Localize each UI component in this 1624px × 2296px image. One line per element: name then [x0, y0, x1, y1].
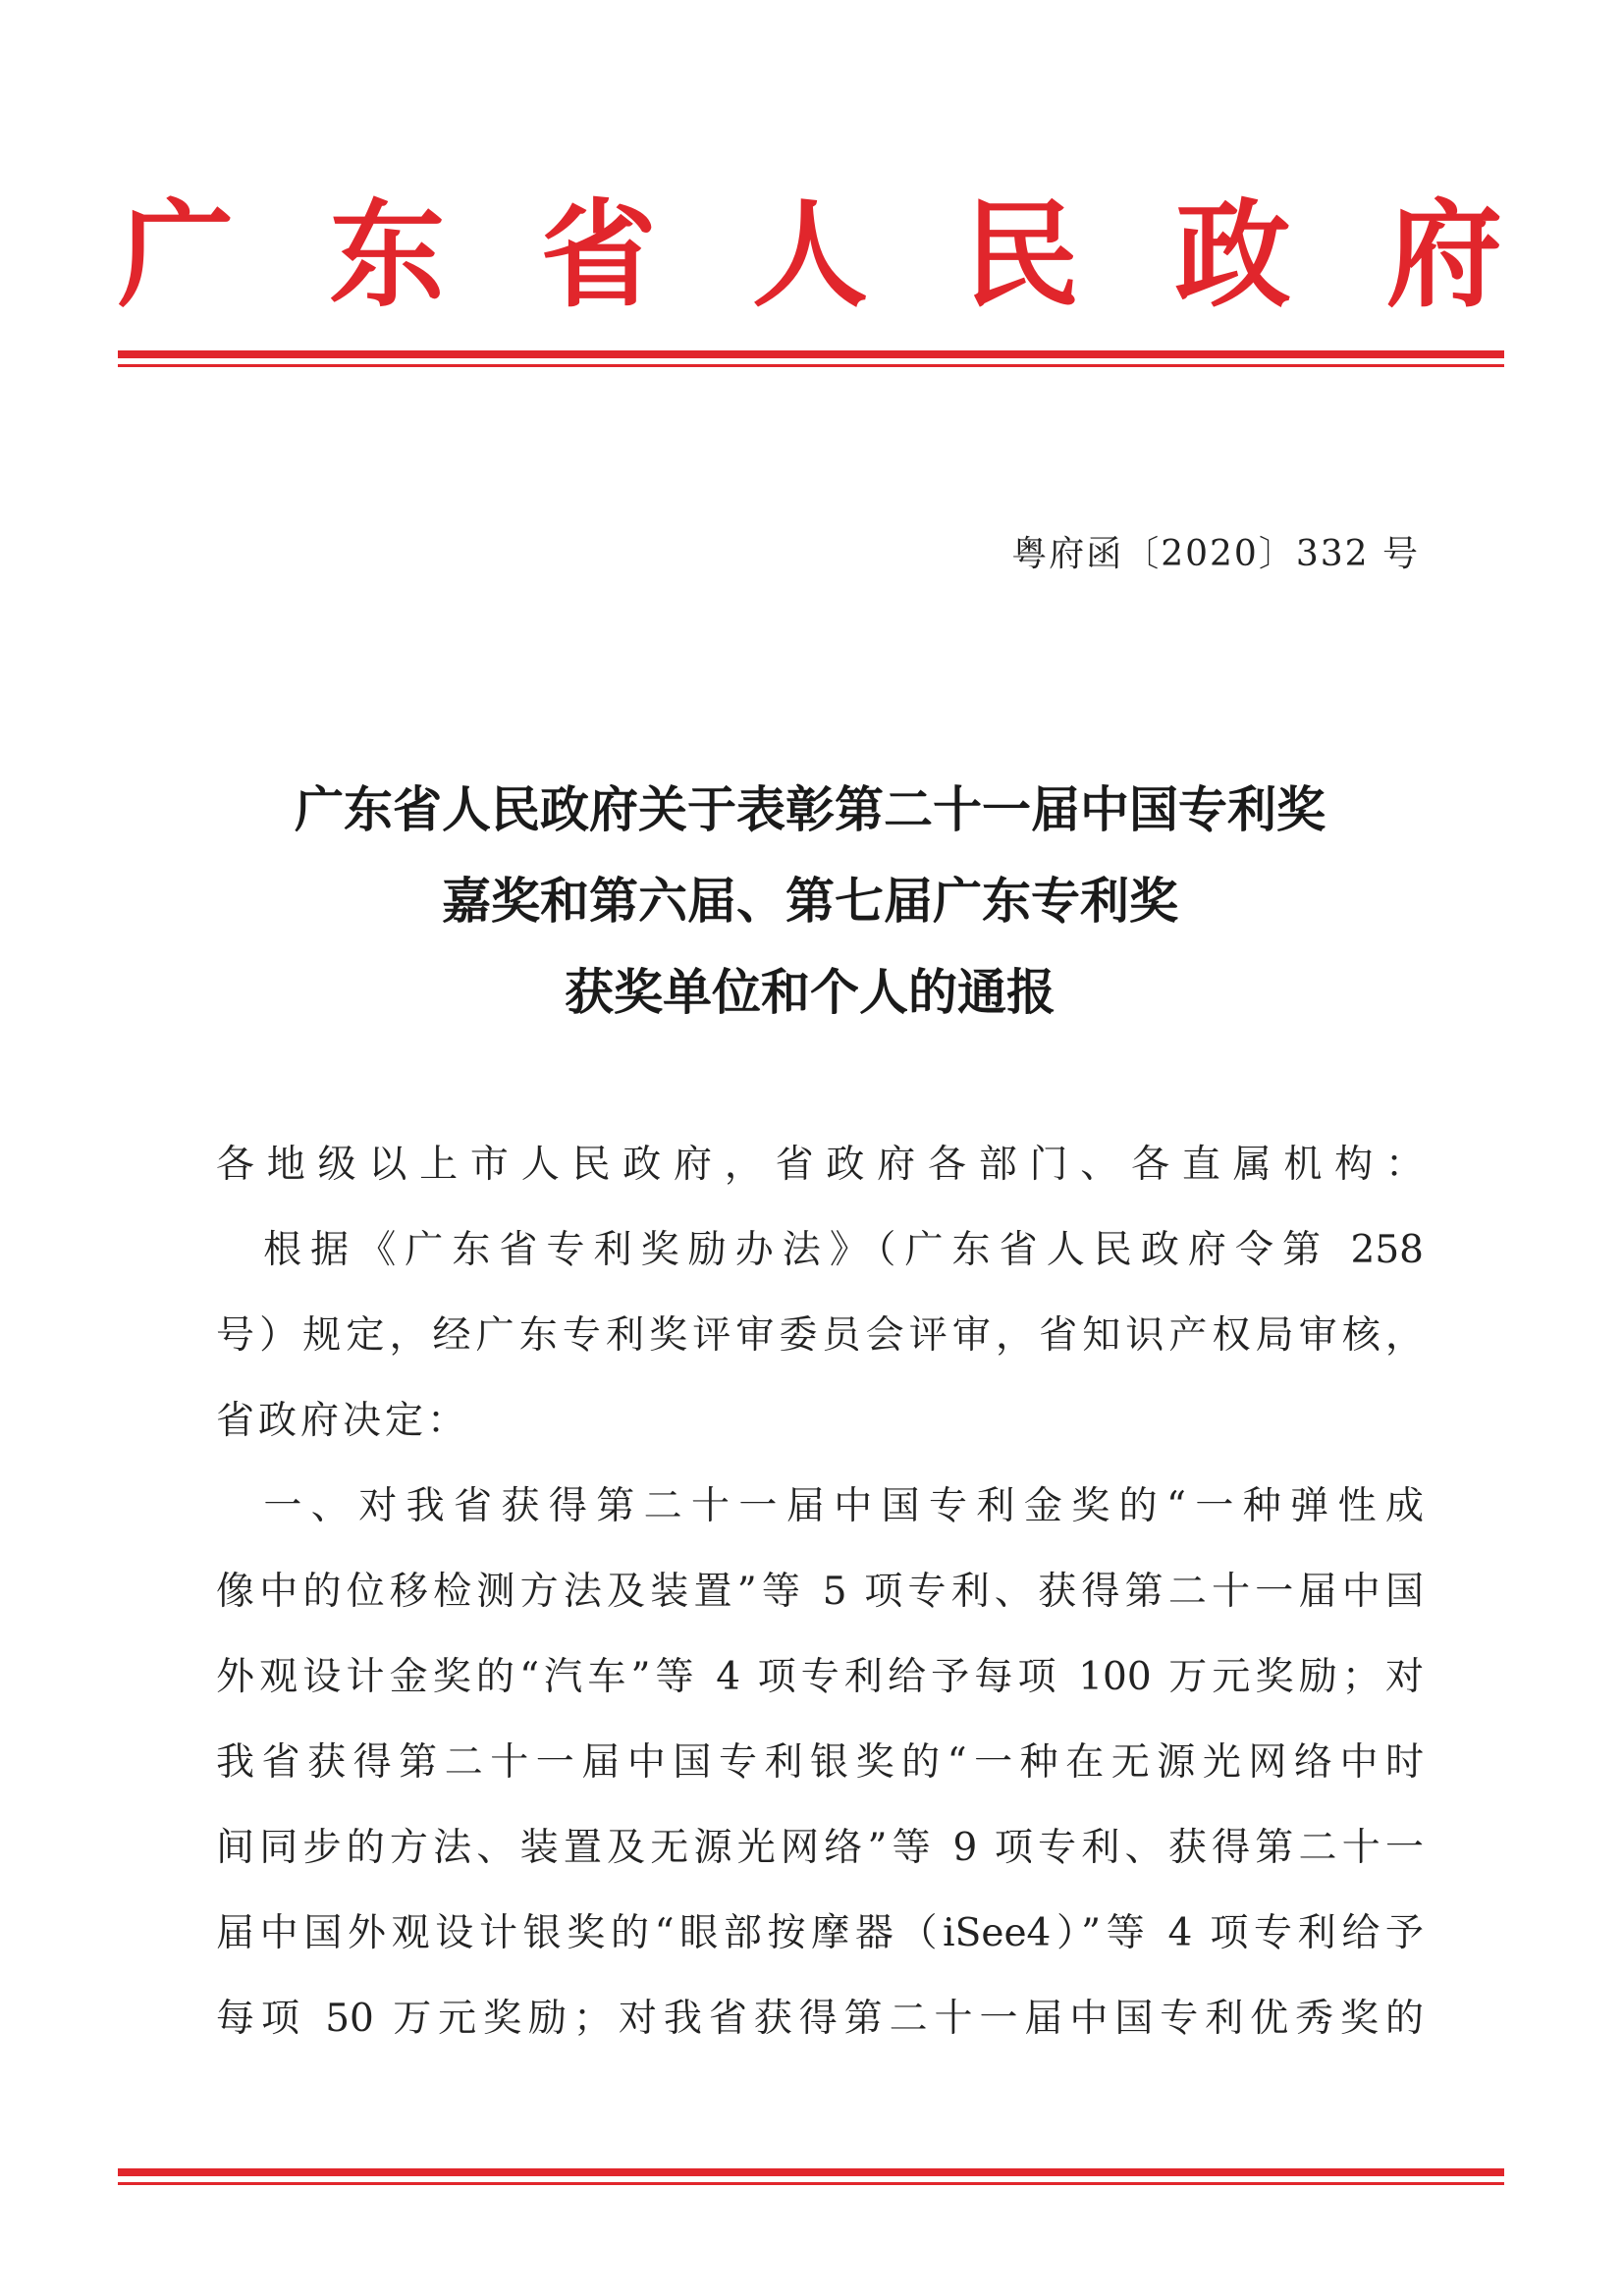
title-line: 获奖单位和个人的通报 [565, 963, 1056, 1021]
body-line: 间同步的方法、装置及无源光网络”等 9 项专利、获得第二十一 [216, 1826, 1424, 1870]
body-line: 我省获得第二十一届中国专利银奖的“一种在无源光网络中时 [216, 1740, 1424, 1785]
body-line: 一、对我省获得第二十一届中国专利金奖的“一种弹性成 [216, 1484, 1424, 1528]
body-line: 像中的位移检测方法及装置”等 5 项专利、获得第二十一届中国 [216, 1570, 1424, 1614]
body-line: 根据《广东省专利奖励办法》（广东省人民政府令第 258 [216, 1228, 1424, 1272]
masthead-char: 人 [751, 187, 868, 323]
document-body [216, 1122, 1424, 2061]
masthead-char: 东 [329, 187, 446, 323]
footer-rule-thick [118, 2168, 1504, 2176]
document-title [147, 764, 1473, 1038]
title-line: 嘉奖和第六届、第七届广东专利奖 [442, 872, 1178, 930]
masthead-title [118, 187, 1502, 324]
body-line: 各地级以上市人民政府，省政府各部门、各直属机构： [216, 1143, 1424, 1187]
header-rule-thick [118, 350, 1504, 358]
footer-rule-thin [118, 2182, 1504, 2185]
body-line: 外观设计金奖的“汽车”等 4 项专利给予每项 100 万元奖励；对 [216, 1655, 1424, 1699]
title-line: 广东省人民政府关于表彰第二十一届中国专利奖 [295, 780, 1326, 838]
body-line: 届中国外观设计银奖的“眼部按摩器（iSee4）”等 4 项专利给予 [216, 1911, 1424, 1955]
body-line: 号）规定，经广东专利奖评审委员会评审，省知识产权局审核， [216, 1313, 1424, 1358]
masthead-char: 府 [1385, 187, 1502, 323]
masthead-char: 民 [963, 187, 1080, 323]
header-rule-thin [118, 364, 1504, 367]
masthead-char: 政 [1174, 187, 1291, 323]
document-number: 粤府函〔2020〕332 号 [1011, 534, 1420, 574]
body-line: 每项 50 万元奖励；对我省获得第二十一届中国专利优秀奖的 [216, 1997, 1424, 2041]
body-line: 省政府决定： [216, 1399, 470, 1443]
masthead-char: 广 [118, 187, 235, 323]
masthead-char: 省 [540, 187, 657, 323]
